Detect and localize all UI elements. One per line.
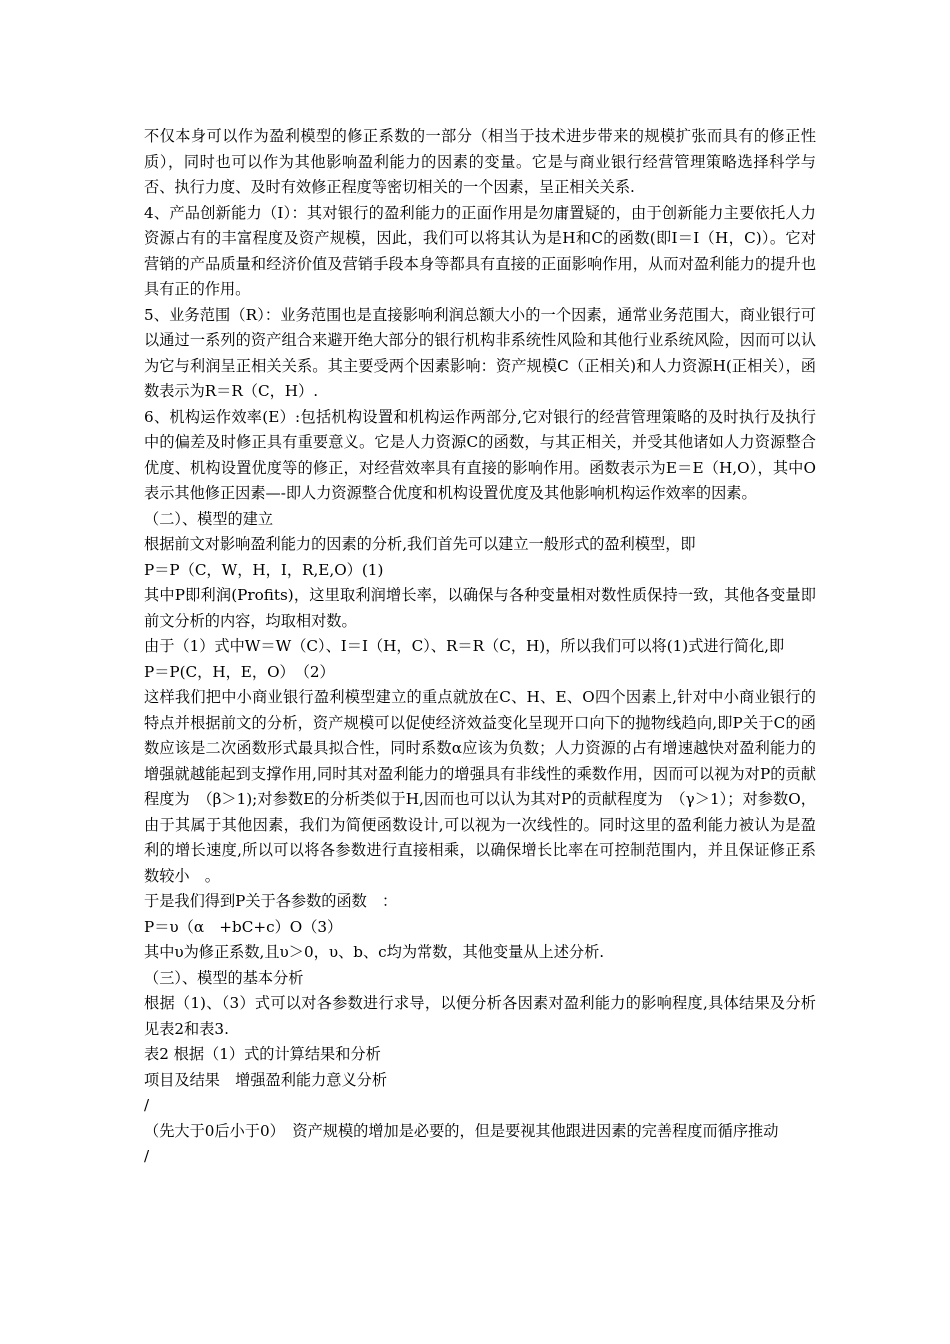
paragraph-product-innovation: 4、产品创新能力（I）：其对银行的盈利能力的正面作用是勿庸置疑的，由于创新能力主要依托人力资源占有的丰富程度及资产规模，因此，我们可以将其认为是H和C的函数(即I＝I（H，C)）。它对营销的产品质量和经济价值及营销手段本身等都具有直接的正面影响作用，从而对盈利能力的提升也具有正的作用。 [144,203,816,298]
table-separator: / [144,1096,150,1114]
paragraph-derivative-analysis: 根据（1)、（3）式可以对各参数进行求导，以便分析各因素对盈利能力的影响程度,具体结果及分析见表2和表3. [144,994,816,1038]
table-row-asset-scale: （先大于0后小于0） 资产规模的增加是必要的，但是要视其他跟进因素的完善程度而循序推动 [144,1121,779,1140]
paragraph-model-focus: 这样我们把中小商业银行盈利模型建立的重点就放在C、H、E、O四个因素上,针对中小商业银行的特点并根据前文的分析，资产规模可以促使经济效益变化呈现开口向下的抛物线趋向,即P关于C的函数应该是二次函数形式最具拟合性，同时系数α应该为负数；人力资源的占有增速越快对盈利能力的增强就越能起到支撑作用,同时其对盈利能力的增强具有非线性的乘数作用，因而可以视为对P的贡献程度为 （β＞1);对参数E的分析类似于H,因而也可以认为其对P的贡献程度为 （γ＞1）；对参数O，由于其属于其他因素，我们为简便函数设计,可以视为一次线性的。同时这里的盈利能力被认为是盈利的增长速度,所以可以将各参数进行直接相乘，以确保增长比率在可控制范围内，并且保证修正系数较小 。 [144,688,816,885]
paragraph-correction-factor: 不仅本身可以作为盈利模型的修正系数的一部分（相当于技术进步带来的规模扩张而具有的修正性质），同时也可以作为其他影响盈利能力的因素的变量。它是与商业银行经营管理策略选择科学与否、执行力度、及时有效修正程度等密切相关的一个因素，呈正相关关系. [144,127,816,196]
paragraph-function-intro: 于是我们得到P关于各参数的函数 ： [144,892,398,910]
section-heading-model-building: （二）、模型的建立 [144,509,274,528]
paragraph-constants: 其中υ为修正系数,且υ＞0，υ、b、c均为常数，其他变量从上述分析. [144,943,605,961]
paragraph-simplification: 由于（1）式中W＝W（C）、I＝I（H，C）、R＝R（C，H)，所以我们可以将(1)式进行简化,即 [144,637,785,655]
section-heading-basic-analysis: （三）、模型的基本分析 [144,968,304,987]
paragraph-general-model-intro: 根据前文对影响盈利能力的因素的分析,我们首先可以建立一般形式的盈利模型，即 [144,535,696,553]
formula-2: P＝P(C，H，E，O） （2） [144,662,335,681]
table-separator: / [144,1147,150,1165]
document-body [144,124,816,1170]
formula-1: P＝P（C，W，H，I，R,E,O）(1) [144,560,384,579]
paragraph-operating-efficiency: 6、机构运作效率(E）:包括机构设置和机构运作两部分,它对银行的经营管理策略的及时执行及执行中的偏差及时修正具有重要意义。它是人力资源C的函数，与其正相关，并受其他诸如人力资源整合优度、机构设置优度等的修正，对经营效率具有直接的影响作用。函数表示为E＝E（H,O），其中O表示其他修正因素—-即人力资源整合优度和机构设置优度及其他影响机构运作效率的因素。 [144,407,816,502]
paragraph-business-scope: 5、业务范围（R）：业务范围也是直接影响利润总额大小的一个因素，通常业务范围大，商业银行可以通过一系列的资产组合来避开绝大部分的银行机构非系统性风险和其他行业系统风险，因而可以认为它与利润呈正相关关系。其主要受两个因素影响：资产规模C（正相关)和人力资源H(正相关），函数表示为R＝R（C，H）. [144,305,816,400]
paragraph-profit-definition: 其中P即利润(Profits)，这里取利润增长率，以确保与各种变量相对数性质保持一致，其他各变量即前文分析的内容，均取相对数。 [144,586,816,630]
table-caption: 表2 根据（1）式的计算结果和分析 [144,1045,381,1063]
formula-3: P＝υ（α +bC+c）O（3） [144,917,343,936]
table-header-row: 项目及结果 增强盈利能力意义分析 [144,1070,387,1089]
